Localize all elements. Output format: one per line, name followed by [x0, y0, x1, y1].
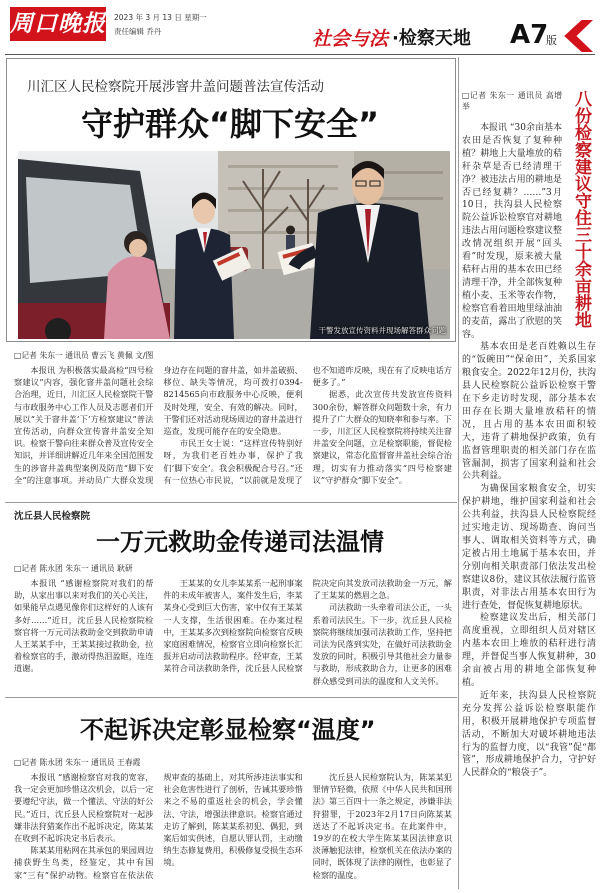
- article3-headline: 不起诉决定彰显检察“温度”: [80, 716, 376, 744]
- paragraph: 本报讯 “感谢检察院对我们的帮助，从家出事以来对我们的关心关注，如果能早点遇见像你们这样好的人该有多好……”近日，沈丘县人民检察院检察官将一万元司法救助金交到救助申请人王某某手中，王某某接过救助金，拉着检察官的手，激动得热泪盈眶，连连道谢。: [14, 578, 154, 674]
- issue-date: 2023 年 3 月 13 日 星期一: [114, 13, 207, 22]
- sidebar-headline: 八份检察建议守住三十余亩耕地: [571, 90, 591, 328]
- section-name-black: ·检察天地: [392, 28, 471, 49]
- page-suffix: 版: [546, 34, 557, 47]
- paragraph: 本报讯 “30余亩基本农田是否恢复了复种种植？耕地上大量堆放的秸秆杂草是否已经清理干净？被违法占用的耕地是否已经复耕？……”3月10日，扶沟县人民检察院公益诉讼检察官对耕地违法占用问题检察建议整改情况组织开展“回头看”时发现，原来被大量秸秆占用的基本农田已经清理干净，并全部恢复种植小麦、玉米等农作物，检察官看着田地里绿油油的麦苗，露出了欣慰的笑容。: [462, 123, 562, 340]
- paragraph: 本报讯 “感谢检察官对我的宽容，我一定会更加珍惜这次机会，以后一定要遵纪守法，做一个懂法、守法的好公民。”近日，沈丘县人民检察院对一起涉嫌非法狩猎案作出不起诉决定，陈某某在收到不起诉决定书后表示。: [14, 772, 154, 844]
- section-divider: [5, 502, 457, 503]
- paragraph: 为确保国家粮食安全，切实保护耕地，维护国家利益和社会公共利益，扶沟县人民检察院经过实地走访、现场勘查、询问当事人、调取相关资料等方式，确定被占用土地属于基本农田，并分别向相关职责部门依法发出检察建议8份，建议其依法履行监管职责，对非法占用基本农田行为进行查处，督促恢复耕地原状。: [462, 484, 596, 611]
- article3-byline: □记者 陈永团 朱东一 通讯员 王春霞: [14, 758, 141, 767]
- paragraph: 司法救助一头牵着司法公正，一头系着司法民生。下一步，沈丘县人民检察院将继续加强司法救助工作，坚持把司法为民落到实处，在做好司法救助金发放的同时，积极引导其他社会力量参与救助，形成救助合力，让更多的困难群众感受到司法的温度和人文关怀。: [312, 602, 452, 686]
- lead-article-body: [14, 364, 452, 498]
- chevron-left-icon: [563, 20, 593, 52]
- article2-headline: 一万元救助金传递司法温情: [96, 528, 384, 556]
- paragraph: 沈丘县人民检察院认为，陈某某犯罪情节轻微，依照《中华人民共和国刑法》第三百四十一条之规定，涉嫌非法狩猎罪，于2023年2月17日向陈某某送达了不起诉决定书。在此案件中，19岁的在校大学生陈某某因法律意识淡薄触犯法律，检察机关在依法办案的同时，既体现了法律的刚性，也彰显了检察的温度。: [312, 772, 452, 880]
- section-divider: [5, 697, 457, 698]
- article2-byline: □记者 陈永团 朱东一 通讯员 耿研: [14, 564, 133, 573]
- header-divider: [5, 54, 595, 55]
- editor-credit: 责任编辑 乔丹: [114, 27, 162, 36]
- paragraph: 近年来，扶沟县人民检察院充分发挥公益诉讼检察职能作用，积极开展耕地保护专项监督活动，不断加大对破坏耕地违法行为的监督力度，以“我管”促“都管”，形成耕地保护合力，守护好人民群众的“粮袋子”。: [462, 690, 596, 779]
- paragraph: 据悉，此次宣传共发放宣传资料300余份，解答群众问题数十余，有力提升了广大群众的知晓率和参与率。下一步，川汇区人民检察院将持续关注窨井盖安全问题，立足检察职能，督促检察建议，常态化监督窨井盖社会综合治理，切实有力推动落实“四号检察建议”守护群众“脚下安全”。: [312, 389, 452, 485]
- paragraph: 基本农田是老百姓赖以生存的“饭碗田”“保命田”，关系国家粮食安全。2022年12月份，扶沟县人民检察院公益诉讼检察干警在下乡走访时发现，部分基本农田存在长期大量堆放秸秆的情况，且占用的基本农田面积较大，违背了耕地保护政策，负有监督管理职责的相关部门存在监管漏洞，损害了国家利益和社会公共利益。: [462, 342, 596, 482]
- photo-scene: [18, 151, 450, 339]
- lead-article-box: [6, 58, 456, 342]
- page-number: A7: [510, 20, 549, 50]
- article2-body: [14, 577, 452, 691]
- paragraph: 市民王女士说：“这样宣传特别好呀，为我们老百姓办事，保护了我们‘脚下安全’。我会积极配合号召。”还有一位热心市民说，“以前就是发现了也不知道咋反映，现在有了反映电话方便多了。”: [163, 365, 452, 485]
- photo-caption: 干警发放宣传资料并现场解答群众问题: [318, 326, 446, 335]
- paragraph: 王某某的女儿李某某系一起刑事案件的未成年被害人，案件发生后，李某某身心受到巨大伤害，家中仅有王某某一人支撑，生活很困难。在办案过程中，王某某多次到检察院向检察官反映家庭困难情况，检察官立即向检察长汇报并启动司法救助程序。经审查，王某某符合司法救助条件，沈丘县人民检察院决定向其发放司法救助金一万元，解了王某某的燃眉之急。: [163, 578, 452, 674]
- paragraph: 检察建议发出后，相关部门高度重视，立即组织人员对辖区内基本农田上堆放的秸秆进行清理，并督促当事人恢复耕种，30余亩被占用的耕地全部恢复种植。: [462, 613, 596, 688]
- lead-article-byline: □记者 朱东一 通讯员 曹云飞 黄佩 文/图: [14, 351, 154, 360]
- newspaper-logo: 周口晚报: [10, 7, 106, 41]
- article3-body: [14, 771, 452, 888]
- lead-article-subtitle: 川汇区人民检察院开展涉窨井盖问题普法宣传活动: [27, 79, 324, 95]
- paragraph: 本报讯 为积极落实最高检“四号检察建议”内容，强化窨井盖问题社会综合治理，近日，川汇区人民检察院干警与市政服务中心工作人员及志愿者们开展以“关于窨井盖‘下’方检察建议”普法宣传活动，向群众宣传窨井盖安全知识。检察干警向往来群众普及宣传安全知识，并详细讲解近几年来全国范围发生的涉窨井盖典型案例及防范“脚下安全”的注意事项。并动员广大群众发现身边存在问题的窨井盖，如井盖破损、移位、缺失等情况，均可拨打0394-8214565向市政服务中心反映，便利及时处理，安全、有效的解决。同时，干警们还对活动现场周边的窨井盖进行巡查，发现可能存在的安全隐患。: [14, 365, 303, 485]
- sidebar-article: [462, 90, 596, 888]
- article2-source: 沈丘县人民检察院: [14, 511, 91, 522]
- sidebar-byline: □记者 朱东一 通讯员 高增举: [462, 91, 562, 111]
- section-name-red: 社会与法: [312, 28, 389, 50]
- lead-article-headline: 守护群众“脚下安全”: [81, 105, 380, 143]
- column-divider: [458, 57, 459, 889]
- paragraph: 陈某某用粘网在其承包的果园周边捕获野生鸟类，经鉴定，其中有国家“三有”保护动物。检察官在依法依规审查的基础上，对其所涉违法事实和社会危害性进行了剖析，告诫其要珍惜来之不易的重返社会的机会，学会懂法、守法，增强法律意识。检察官通过走访了解到，陈某某系初犯、偶犯，到案后如实供述，自愿认罪认罚，主动缴纳生态修复费用，积极修复受损生态环境。: [14, 772, 303, 880]
- lead-article-photo: [18, 151, 450, 339]
